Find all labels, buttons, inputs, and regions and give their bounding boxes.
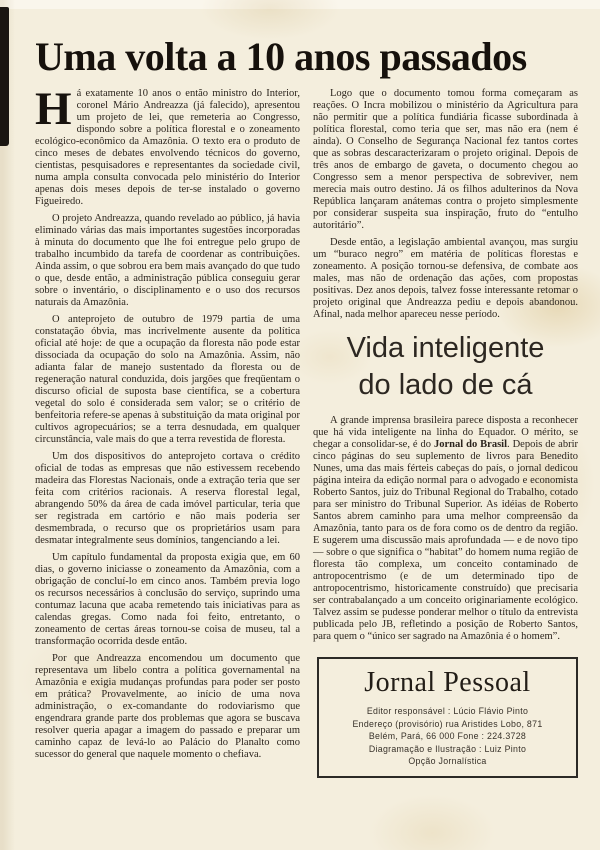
article-headline: Uma volta a 10 anos passados	[35, 34, 527, 79]
paragraph: O anteprojeto de outubro de 1979 partia de uma constatação óbvia, mas incrivelmente ausente da política oficial até hoje: de que a ocupação da floresta não pode estar dissociada da ocupação do solo na Amazônia. Assim, não adianta falar de manejo sustentado da floresta ou de regeneração natural conduzida, dois jargões que freqüentam o discurso oficial de suposta base científica, se a cobertura vegetal do solo é considerada sem valor; se o critério de benfeitoria refere-se apenas à substituição da mata original por cultivos agropecuários; se a terra desnudada, em qualquer circunstância, vale mais do que a terra revestida de floresta.	[35, 314, 300, 445]
masthead-box	[317, 657, 578, 778]
credit-line-city-phone: Belém, Pará, 66 000 Fone : 224.3728	[368, 731, 527, 741]
paragraph-text: A grande imprensa brasileira parece disposta a reconhecer que há vida inteligente na linha do Equador. O mérito, se chegar a consolidar-se, é do	[313, 415, 578, 450]
paragraph: Um dos dispositivos do anteprojeto cortava o crédito oficial de todas as empresas que não estivessem recebendo madeira das Florestas Nacionais, onde a extração teria que ser feita com critérios racionais. A reserva florestal legal, abrangendo 50% da área de cada imóvel particular, teria que ser registrada em cartório e não mais poderia ser desmembrada, o recurso que os proprietários usam para desmatar integralmente seus domínios, tangenciando a lei.	[35, 451, 300, 546]
credit-line-imprint: Opção Jornalística	[408, 756, 487, 766]
article-columns	[35, 83, 578, 778]
masthead-title: Jornal Pessoal	[364, 667, 531, 698]
drop-cap: H	[35, 83, 72, 135]
paragraph-text: . Depois de abrir cinco páginas do seu suplemento de livros para Benedito Nunes, uma das mais férteis cabeças do país, o jornal dedicou página inteira da edição normal para o advogado e economista Roberto Santos, juiz do Tribunal Regional do Trabalho, cotado para ser ministro do Tribunal Superior. As idéias de Roberto Santos abrem caminho para uma melhor compreensão da Amazônia, tanto para os de fora como os de dentro da região. E sugerem uma discussão mais aprofundada — e de novo tipo — sobre o que significa o “habitat” do homem numa região de floresta tão complexa, um conceito contaminado de antropocentrismo (e de um determinado tipo de antropocentrismo, historicamente construído) que precisaria ser contrabalançado a um conceito originariamente ecológico. Talvez assim se pudesse ponderar melhor o título da entrevista publicada pelo JB, refletindo a posição de Roberto Santos, para quem o “único ser sagrado na Amazônia é o homem”.	[313, 439, 578, 642]
paragraph: Por que Andreazza encomendou um documento que representava um libelo contra a política governamental na Amazônia e exigia mudanças profundas para poder ser posto em prática? Provavelmente, ao início de uma nova administração, o ex-comandante do rodoviarismo que engendrara grande parte dos problemas que agora se buscava resolver queria apagar a imagem do passado e preparar um caminho capaz de levá-lo ao Palácio do Planalto como sucessor do general que naquele momento o chefiava.	[35, 653, 300, 760]
paragraph	[35, 83, 300, 208]
right-column	[313, 88, 578, 778]
credit-line-design: Diagramação e Ilustração : Luiz Pinto	[368, 743, 527, 754]
left-column	[35, 83, 300, 778]
section-heading	[313, 330, 578, 404]
section-heading-line2: do lado de cá	[358, 369, 533, 401]
paragraph-text: á exatamente 10 anos o então ministro do Interior, coronel Mário Andreazza (já falecido), apresentou um projeto de lei, que remeteria ao Congresso, dispondo sobre a política florestal e o zoneamento ecológico-econômico da Amazônia. O texto era o produto de cinco meses de debates envolvendo técnicos do governo, cientistas, pesquisadores e representantes da sociedade civil, numa ampla consulta convocada pelo ministério do Interior apenas dois meses depois de ter-se instalado o governo Figueiredo.	[35, 88, 300, 207]
paragraph: O projeto Andreazza, quando revelado ao público, já havia eliminado várias das mais importantes sugestões incorporadas à minuta do documento que lhe foi entregue pelo grupo de trabalho incumbido da tarefa de coordenar as contribuições. Ainda assim, o que sobrou era bem mais avançado do que tudo o que, desde então, a administração pública conseguiu gerar sobre o inventário, o disciplinamento e o uso dos recursos naturais da Amazônia.	[35, 213, 300, 308]
paragraph: Desde então, a legislação ambiental avançou, mas surgiu um “buraco negro” em matéria de políticas florestas e zoneamento. A posição tornou-se defensiva, de combate aos males, mas não de ordenação das ações, com propostas positivas. Dez anos depois, talvez fosse interessante retomar o projeto original que Andreazza pediu e depois abandonou. Afinal, nada melhor apareceu nesse período.	[313, 237, 578, 320]
paragraph: Logo que o documento tomou forma começaram as reações. O Incra mobilizou o ministério da Agricultura para não permitir que a política fundiária ficasse subordinada à política florestal, como teria que ser, mas não era (nem é ainda). O Conselho de Segurança Nacional fez tantos cortes que as sobras descaracterizaram o projeto original. Depois de três anos de embargo de gaveta, o documento chegou ao Congresso sem a menor perspectiva de sobreviver, nem merecia mais outro destino. Já os filhos adulterinos da Nova República lançaram anátemas contra o projeto simplesmente por considerar suspeita sua inspiração, fruto do “entulho autoritário”.	[313, 88, 578, 231]
credit-line-editor: Editor responsável : Lúcio Flávio Pinto	[366, 706, 529, 716]
paragraph	[313, 415, 578, 643]
bold-publication-name: Jornal do Brasil	[434, 439, 508, 450]
credit-line-address: Endereço (provisório) rua Aristides Lobo, 871	[352, 718, 543, 729]
masthead-credits	[325, 705, 570, 768]
paragraph: Um capítulo fundamental da proposta exigia que, em 60 dias, o governo iniciasse o zoneamento da Amazônia, com a obrigação de concluí-lo em cinco anos. Também previa logo os recursos necessários à conclusão do serviço, suprindo uma contumaz lacuna que acaba remetendo tais iniciativas para as calendas gregas. Como nada foi feito, entretanto, o zoneamento de certas áreas tornou-se coisa de museu, tal a transformação ocorrida desde então.	[35, 552, 300, 647]
section-heading-line1: Vida inteligente	[346, 332, 545, 364]
